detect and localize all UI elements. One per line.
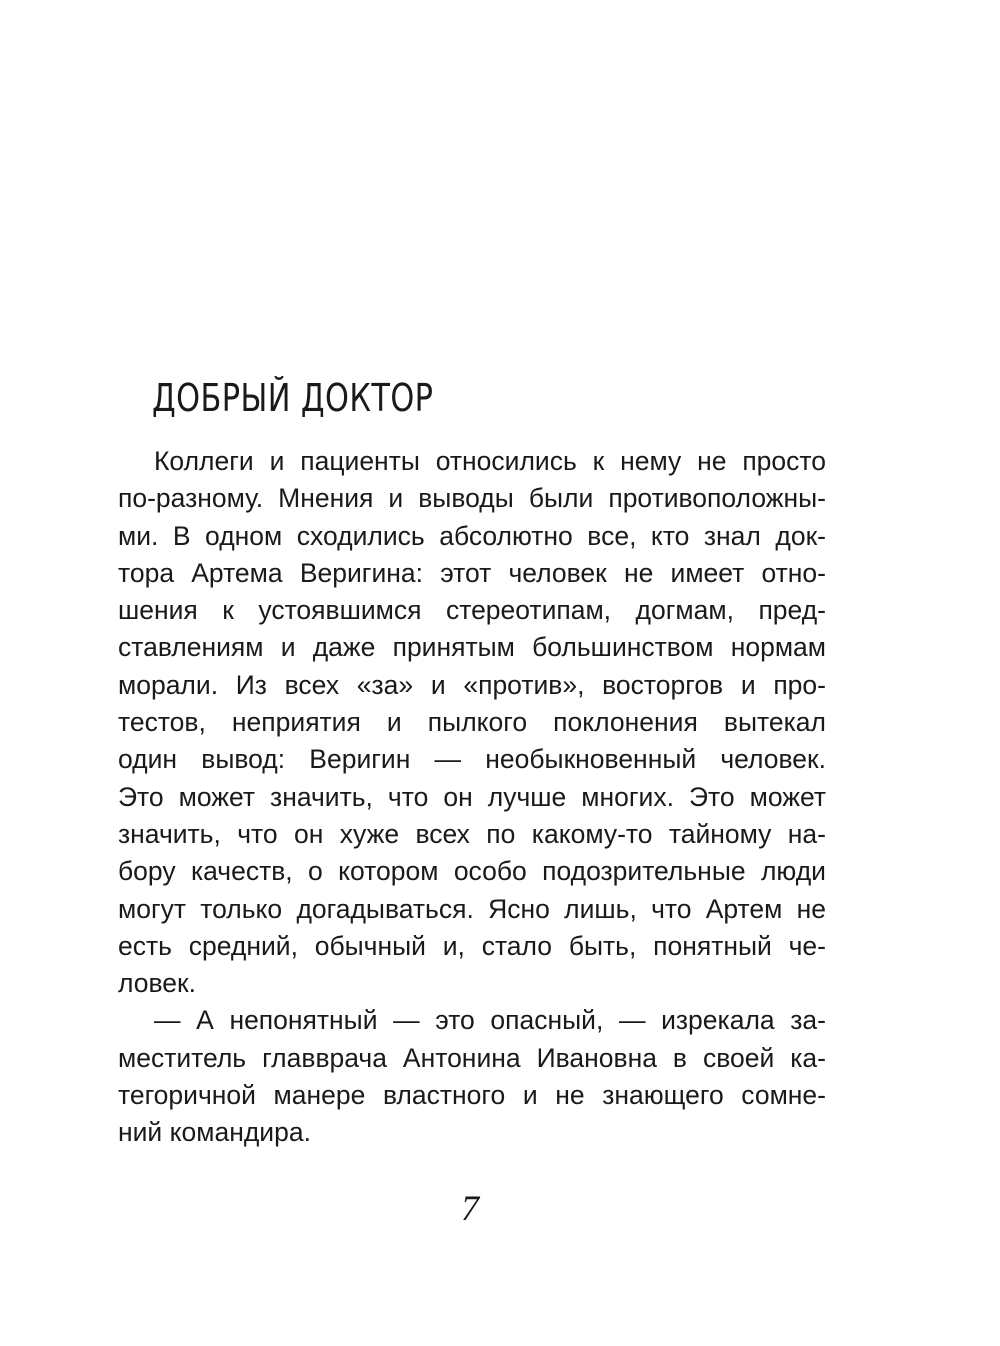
page-number: 7 [461, 1188, 479, 1228]
text-line: тора Артема Веригина: этот человек не имеет отно- [118, 557, 826, 588]
text-line: — А непонятный — это опасный, — изрекала за- [154, 1005, 826, 1036]
text-line: меститель главврача Антонина Ивановна в своей ка- [118, 1042, 826, 1073]
text-line: шения к устоявшимся стереотипам, догмам, пред- [118, 595, 826, 626]
text-line: значить, что он хуже всех по какому-то тайному на- [118, 818, 826, 849]
text-line: морали. Из всех «за» и «против», восторгов и про- [118, 669, 826, 700]
text-line: ловек. [118, 968, 196, 999]
text-line: ми. В одном сходились абсолютно все, кто знал док- [118, 520, 826, 551]
text-line: один вывод: Веригин — необыкновенный человек. [118, 744, 826, 775]
text-line: могут только догадываться. Ясно лишь, что Артем не [118, 893, 826, 924]
text-line: есть средний, обычный и, стало быть, понятный че- [118, 930, 826, 961]
text-line: Это может значить, что он лучше многих. Это может [118, 781, 826, 812]
text-line: по-разному. Мнения и выводы были противоположны- [118, 483, 826, 514]
text-line: ставлениям и даже принятым большинством нормам [118, 632, 826, 663]
text-line: тестов, неприятия и пылкого поклонения вытекал [118, 707, 826, 738]
text-line: тегоричной манере властного и не знающего сомне- [118, 1080, 826, 1111]
text-line: Коллеги и пациенты относились к нему не просто [154, 446, 826, 476]
chapter-title: ДОБРЫЙ ДОКТОР [152, 376, 434, 420]
body-text [118, 443, 826, 1152]
text-line: бору качеств, о котором особо подозрительные люди [118, 856, 826, 887]
text-line: ний командира. [118, 1117, 311, 1148]
